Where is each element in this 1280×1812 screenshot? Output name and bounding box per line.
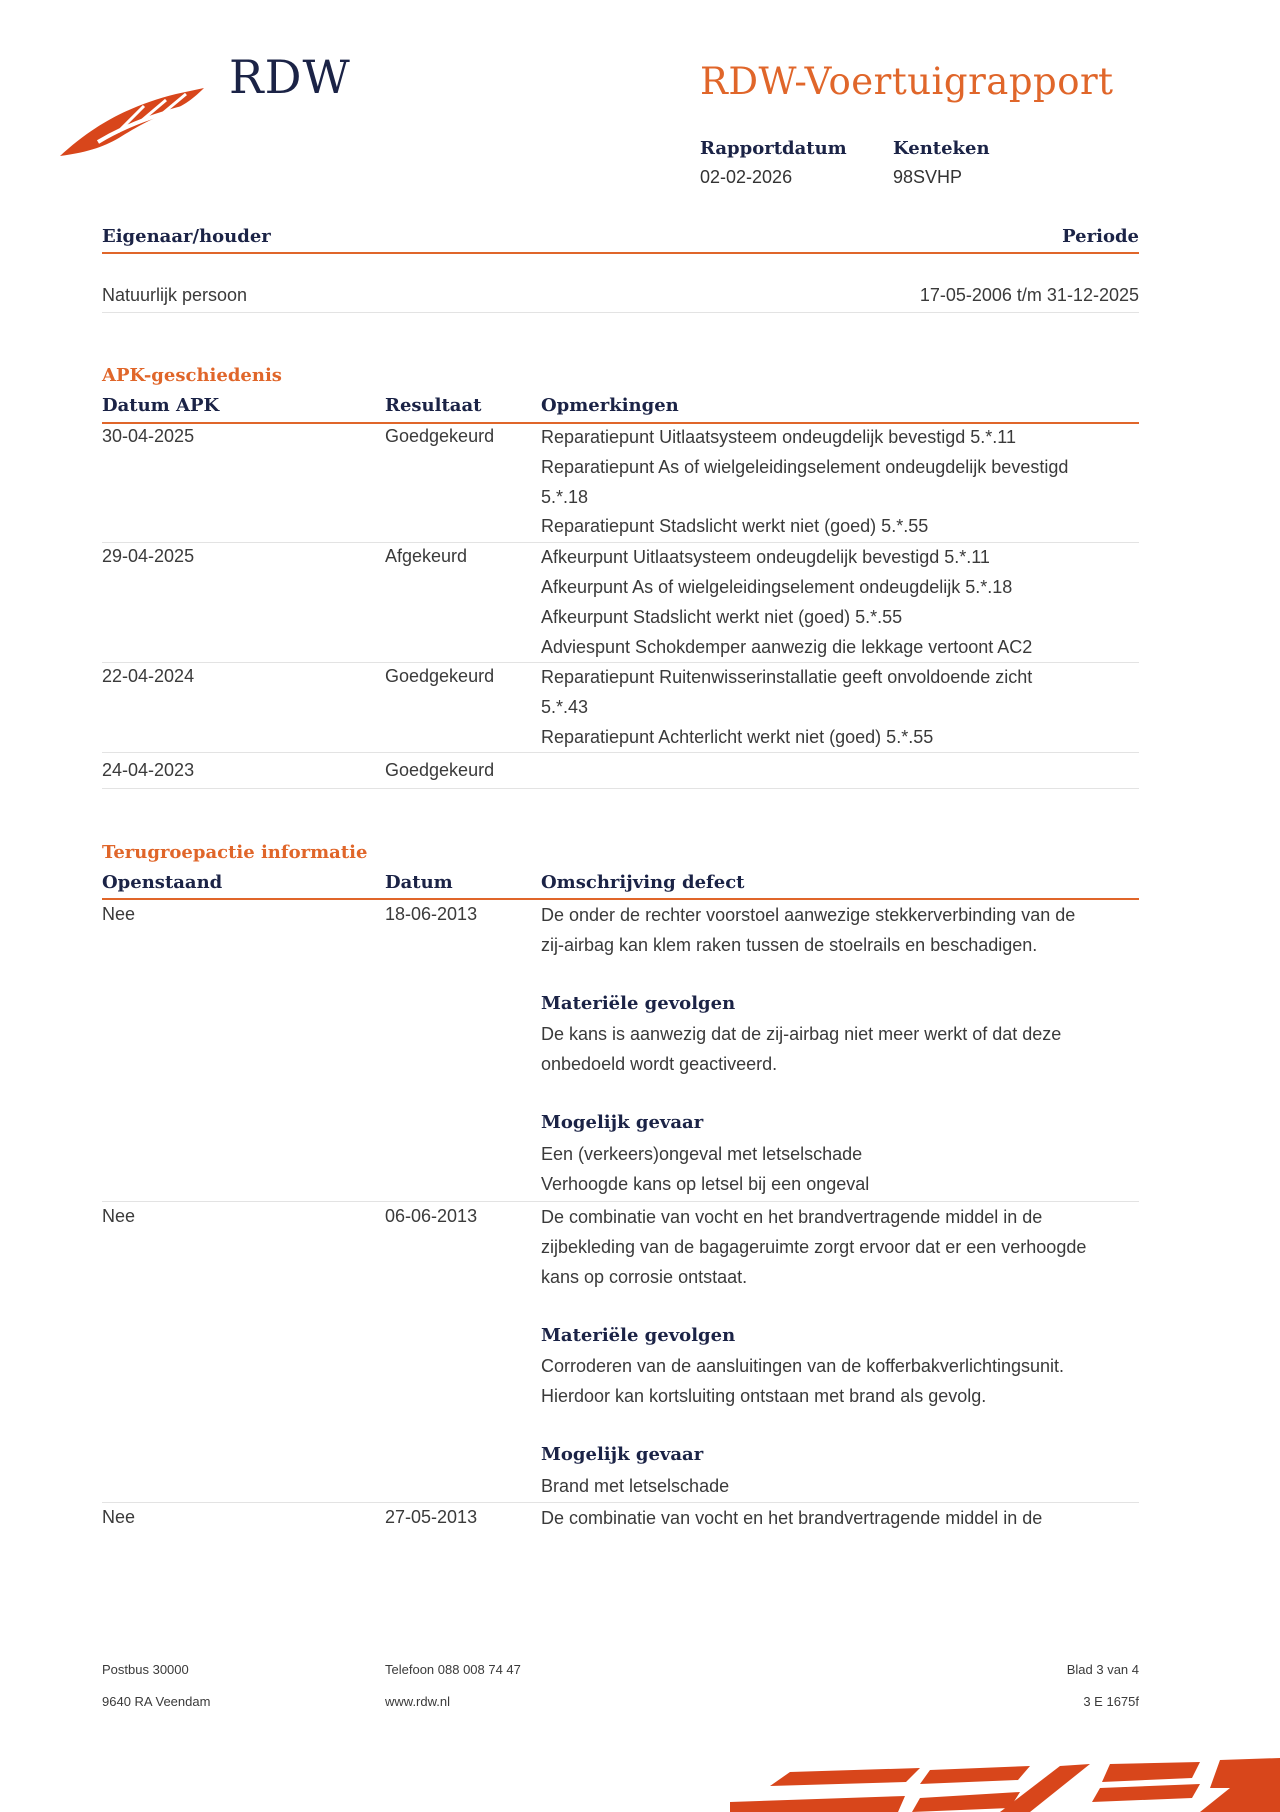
owner-label: Eigenaar/houder	[102, 226, 271, 247]
owner-divider	[102, 312, 1139, 313]
owner-rule	[102, 252, 1139, 254]
apk-remark-line: 5.*.43	[541, 697, 589, 717]
apk-row-date: 22-04-2024	[102, 666, 195, 686]
possible-danger-label: Mogelijk gevaar	[541, 1112, 704, 1133]
apk-row-result: Afgekeurd	[385, 546, 468, 566]
recall-row-date: 06-06-2013	[385, 1206, 478, 1226]
report-date-label: Rapportdatum	[700, 138, 847, 159]
plate-value: 98SVHP	[893, 167, 963, 187]
recall-row-open: Nee	[102, 1507, 136, 1527]
apk-remark-line: Reparatiepunt As of wielgeleidingselement ondeugdelijk bevestigd	[541, 457, 1069, 477]
apk-col-remarks: Opmerkingen	[541, 395, 679, 416]
apk-col-result: Resultaat	[385, 395, 482, 416]
possible-danger-label: Mogelijk gevaar	[541, 1444, 704, 1465]
footer-website-link[interactable]: www.rdw.nl	[385, 1694, 451, 1709]
recall-desc-line: De combinatie van vocht en het brandvertragende middel in de	[541, 1207, 1043, 1227]
footer-address-line1: Postbus 30000	[102, 1662, 189, 1677]
recall-material-line: onbedoeld wordt geactiveerd.	[541, 1054, 778, 1074]
recall-row-open: Nee	[102, 904, 136, 924]
recall-row-date: 27-05-2013	[385, 1507, 478, 1527]
apk-remark-line: Reparatiepunt Ruitenwisserinstallatie geeft onvoldoende zicht	[541, 667, 1033, 687]
recall-row-open: Nee	[102, 1206, 136, 1226]
apk-remark-line: Afkeurpunt As of wielgeleidingselement ondeugdelijk 5.*.18	[541, 577, 1013, 597]
apk-remark-line: Afkeurpunt Uitlaatsysteem ondeugdelijk bevestigd 5.*.11	[541, 547, 990, 567]
apk-remark-line: Reparatiepunt Stadslicht werkt niet (goed) 5.*.55	[541, 516, 929, 536]
apk-section-title: APK-geschiedenis	[102, 365, 282, 386]
apk-remark-line: Adviespunt Schokdemper aanwezig die lekkage vertoont AC2	[541, 637, 1033, 657]
apk-row-result: Goedgekeurd	[385, 426, 495, 446]
footer-form-code: 3 E 1675f	[1083, 1694, 1139, 1709]
apk-row-date: 24-04-2023	[102, 760, 195, 780]
apk-remark-line: Afkeurpunt Stadslicht werkt niet (goed) 5.*.55	[541, 607, 903, 627]
material-consequences-label: Materiële gevolgen	[541, 1325, 736, 1346]
recall-danger-line: Verhoogde kans op letsel bij een ongeval	[541, 1174, 870, 1194]
recall-desc-line: De onder de rechter voorstoel aanwezige stekkerverbinding van de	[541, 905, 1076, 925]
material-consequences-label: Materiële gevolgen	[541, 993, 736, 1014]
recall-col-desc: Omschrijving defect	[541, 872, 745, 893]
rdw-logo-mark	[58, 84, 208, 160]
apk-remark-line: Reparatiepunt Achterlicht werkt niet (goed) 5.*.55	[541, 727, 934, 747]
apk-remark-line: 5.*.18	[541, 487, 589, 507]
apk-row-result: Goedgekeurd	[385, 666, 495, 686]
apk-remark-line: Reparatiepunt Uitlaatsysteem ondeugdelijk bevestigd 5.*.11	[541, 427, 1016, 447]
recall-col-open: Openstaand	[102, 872, 223, 893]
plate-label: Kenteken	[893, 138, 990, 159]
recall-material-line: Corroderen van de aansluitingen van de kofferbakverlichtingsunit.	[541, 1356, 1064, 1376]
recall-desc-line: zij-airbag kan klem raken tussen de stoelrails en beschadigen.	[541, 935, 1038, 955]
recall-material-line: De kans is aanwezig dat de zij-airbag niet meer werkt of dat deze	[541, 1024, 1062, 1044]
footer-phone: Telefoon 088 008 74 47	[385, 1662, 521, 1677]
recall-desc-line: De combinatie van vocht en het brandvertragende middel in de	[541, 1508, 1043, 1528]
apk-row-divider	[102, 788, 1139, 789]
owner-value: Natuurlijk persoon	[102, 285, 248, 305]
report-date-value: 02-02-2026	[700, 167, 793, 187]
period-value: 17-05-2006 t/m 31-12-2025	[919, 285, 1139, 305]
recall-desc-line: kans op corrosie ontstaat.	[541, 1267, 748, 1287]
recall-col-date: Datum	[385, 872, 453, 893]
apk-row-date: 30-04-2025	[102, 426, 195, 446]
document-title: RDW-Voertuigrapport	[700, 60, 1114, 103]
apk-row-divider	[102, 752, 1139, 753]
recall-danger-line: Een (verkeers)ongeval met letselschade	[541, 1144, 863, 1164]
recall-section-title: Terugroepactie informatie	[102, 842, 368, 863]
recall-material-line: Hierdoor kan kortsluiting ontstaan met brand als gevolg.	[541, 1386, 987, 1406]
period-label: Periode	[1062, 226, 1139, 247]
recall-danger-line: Brand met letselschade	[541, 1476, 730, 1496]
apk-row-date: 29-04-2025	[102, 546, 195, 566]
logo-text: RDW	[229, 50, 351, 104]
rdw-decorative-stripes	[730, 1758, 1280, 1812]
footer-page-number: Blad 3 van 4	[1066, 1662, 1139, 1677]
recall-desc-line: zijbekleding van de bagageruimte zorgt ervoor dat er een verhoogde	[541, 1237, 1087, 1257]
recall-row-date: 18-06-2013	[385, 904, 478, 924]
apk-col-date: Datum APK	[102, 395, 220, 416]
apk-row-result: Goedgekeurd	[385, 760, 495, 780]
footer-address-line2: 9640 RA Veendam	[102, 1694, 211, 1709]
